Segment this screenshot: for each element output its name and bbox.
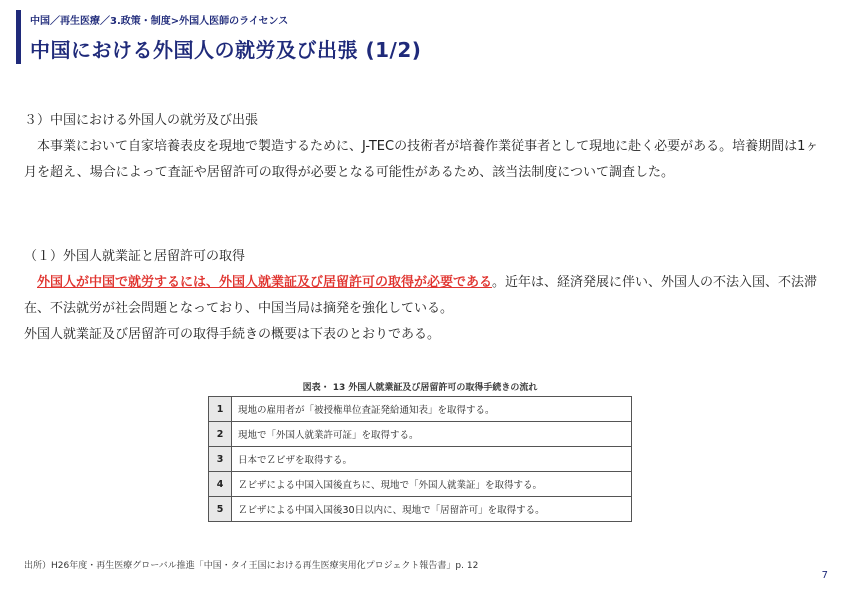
step-number: 2 <box>209 422 232 447</box>
table-row <box>209 397 632 422</box>
page-title: 中国における外国人の就労及び出張 (1/2) <box>30 38 422 62</box>
section-3-block <box>24 108 824 186</box>
step-number: 1 <box>209 397 232 422</box>
page-number: 7 <box>821 570 828 581</box>
table-row <box>209 497 632 522</box>
step-text: 日本でＺビザを取得する。 <box>232 447 632 472</box>
table-row <box>209 422 632 447</box>
title-accent-bar <box>16 10 21 64</box>
source-note: 出所）H26年度・再生医療グローバル推進「中国・タイ王国における再生医療実用化プロジェクト報告書」p. 12 <box>24 561 479 571</box>
section-3-heading: ３）中国における外国人の就労及び出張 <box>24 113 259 128</box>
section-3-paragraph: 本事業において自家培養表皮を現地で製造するために、J-TECの技術者が培養作業従事者として現地に赴く必要がある。培養期間は1ヶ月を超え、場合によって査証や居留許可の取得が必要となる可能性があるため、該当法制度について調査した。 <box>24 139 819 180</box>
step-number: 4 <box>209 472 232 497</box>
procedure-table <box>208 396 632 522</box>
key-requirement-highlight: 外国人が中国で就労するには、外国人就業証及び居留許可の取得が必要である <box>37 275 493 290</box>
step-text: 現地で「外国人就業許可証」を取得する。 <box>232 422 632 447</box>
step-text: 現地の雇用者が「被授権単位査証発給通知表」を取得する。 <box>232 397 632 422</box>
subsection-1-paragraph <box>24 270 824 322</box>
subsection-1-table-intro: 外国人就業証及び居留許可の取得手続きの概要は下表のとおりである。 <box>24 327 441 342</box>
table-row <box>209 447 632 472</box>
step-text: Ｚビザによる中国入国後30日以内に、現地で「居留許可」を取得する。 <box>232 497 632 522</box>
step-number: 5 <box>209 497 232 522</box>
breadcrumb: 中国／再生医療／3.政策・制度>外国人医師のライセンス <box>30 16 289 27</box>
figure-caption: 図表・ 13 外国人就業証及び居留許可の取得手続きの流れ <box>302 383 538 393</box>
step-text: Ｚビザによる中国入国後直ちに、現地で「外国人就業証」を取得する。 <box>232 472 632 497</box>
table-row <box>209 472 632 497</box>
subsection-1-heading: （１）外国人就業証と居留許可の取得 <box>24 249 246 264</box>
subsection-1-block <box>24 244 824 348</box>
subsection-1-paragraph-rest: 。近年は、経済発展に伴い、外国人の不法入国、不法滞在、不法就労が社会問題となっており、中国当局は摘発を強化している。 <box>24 275 818 316</box>
step-number: 3 <box>209 447 232 472</box>
